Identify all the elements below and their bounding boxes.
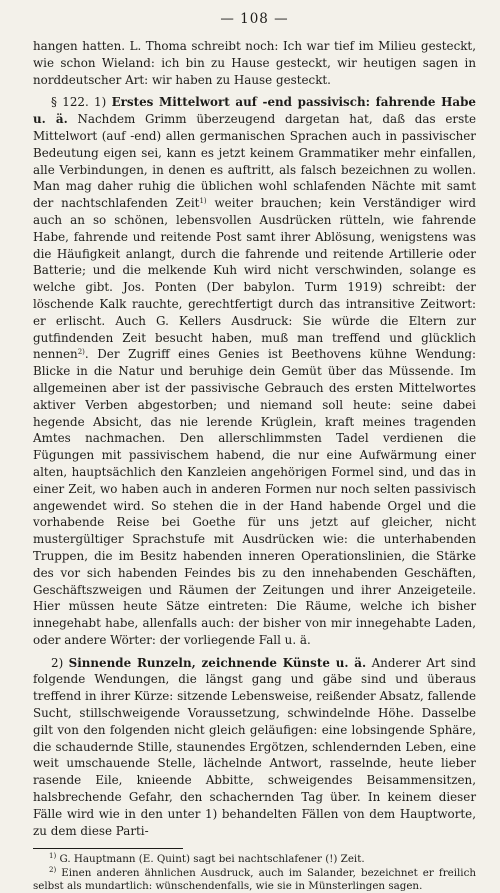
- section-number: § 122. 1): [51, 95, 112, 110]
- section-number: 2): [51, 655, 69, 670]
- section-text: Anderer Art sind folgende Wendungen, die längst gang und gäbe sind und überaus treffend in ihrer Kürze: sitzende Lebensweise, reißender Absatz, fallende Sucht, stillschweigende Voraussetzung, schwindelnde Höhe. Dasselbe gilt von den folgenden nicht gleich geläufigen: eine lobsingende Sphäre, die schaudernde Stille, staunendes Ergötzen, schlendernden Leben, eine weit umschauende Stelle, lächelnde Antwort, rasselnde, heute lieber rasende Eile, knieende Abbitte, schweigendes Beisammensitzen, halsbrechende Gefahr, den schachernden Tag über. In keinem dieser Fälle wird wie in den unter 1) behandelten Fällen von dem Hauptworte, zu dem diese Parti-: [33, 655, 476, 838]
- section-text: weiter brauchen; kein Verständiger wird auch an so schönen, lebensvollen Ausdrücken rütteln, wie fahrende Habe, fahrende und reitende Post samt ihrer Ablösung, wenigstens was die Häufigkeit anlangt, durch die fahrende und reitende Artillerie oder Batterie; und die melkende Kuh wird nicht verschwinden, solange es welche gibt. Jos. Ponten (Der babylon. Turm 1919) schreibt: der löschende Kalk rauchte, gerechtfertigt durch das intransitive Zeitwort: er erlischt. Auch G. Kellers Ausdruck: Sie würde die Eltern zur gutfindenden Zeit besucht haben, muß man treffend und glücklich nennen: [33, 196, 476, 362]
- footnote-ref: 2): [77, 348, 85, 357]
- section-122-2: [33, 655, 476, 840]
- footnote-ref: 1): [199, 197, 207, 206]
- footnote-1: [33, 853, 476, 866]
- paragraph-continuation: [33, 38, 476, 88]
- footnote-text: Einen anderen ähnlichen Ausdruck, auch im Salander, bezeichnet er freilich selbst als mundartlich: wünschendenfalls, wie sie in Münsterlingen sagen.: [33, 866, 476, 892]
- section-heading: Sinnende Runzeln, zeichnende Künste u. ä.: [68, 655, 367, 670]
- section-122-1: [33, 94, 476, 648]
- footnote-2: [33, 867, 476, 893]
- footnotes: [33, 853, 476, 893]
- footnote-marker: 2): [49, 865, 57, 874]
- footnote-divider: [33, 848, 183, 849]
- footnote-text: G. Hauptmann (E. Quint) sagt bei nachtschlafener (!) Zeit.: [56, 853, 365, 866]
- footnote-marker: 1): [49, 852, 57, 861]
- page-number: — 108 —: [220, 11, 289, 27]
- section-text: Nachdem Grimm überzeugend dargetan hat, daß das erste Mittelwort (auf -end) allen germanischen Sprachen auch in passivischer Bedeutung eigen sei, kann es jetzt keinem Grammatiker mehr einfallen, alle Verbindungen, in denen es auftritt, als falsch bezeichnen zu wollen. Man mag daher ruhig die üblichen wohl schlafenden Nächte mit samt der nachtschlafenden Zeit: [33, 112, 476, 211]
- section-text: . Der Zugriff eines Genies ist Beethovens kühne Wendung: Blicke in die Natur und beruhige dein Gemüt über das Müssende. Im allgemeinen aber ist der passivische Gebrauch des ersten Mittelwortes aktiver Verben abgestorben; und niemand soll heute: seine dabei hegende Absicht, das nie lerende Krüglein, kraft meines tragenden Amtes nachmachen. Den allerschlimmsten Tadel verdienen die Fügungen mit passivischem habend, die nur eine Aufwärmung einer alten, hauptsächlich den Kanzleien angehörigen Formel sind, und das in einer Zeit, wo haben auch in anderen Formen nur noch selten passivisch angewendet wird. So stehen die in der Hand habende Orgel und die vorhabende Reise bei Goethe für uns jetzt auf gleicher, nicht mustergültiger Sprachstufe mit Ausdrücken wie: die unterhabenden Truppen, die im Besitz habenden inneren Operationslinien, die Stärke des vor sich habenden Feindes bis zu den innehabenden Geschäften, Geschäftszweigen und Räumen der Zeitungen und ihrer Anzeigeteile. Hier müssen heute Sätze eintreten: Die Räume, welche ich bisher innegehabt habe, allenfalls auch: der bisher von mir innegehabte Laden, oder andere Wörter: der vorliegende Fall u. ä.: [33, 347, 476, 647]
- section-heading: Erstes Mittelwort auf -end passivisch: fahrende Habe u. ä.: [33, 95, 476, 127]
- paragraph-text: hangen hatten. L. Thoma schreibt noch: Ich war tief im Milieu gesteckt, wie schon Wieland: ich bin zu Hause gesteckt, wir heutigen sagen in norddeutscher Art: wir haben zu Hause gesteckt.: [33, 39, 476, 87]
